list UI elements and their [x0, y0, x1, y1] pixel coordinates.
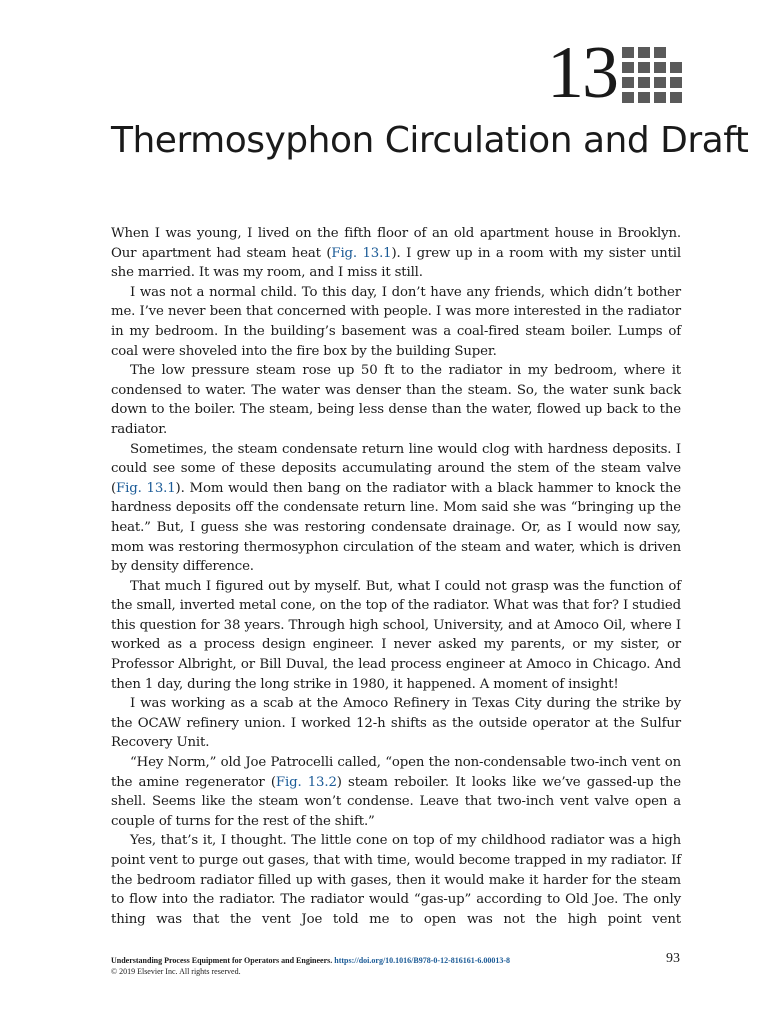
body-paragraph: [111, 753, 681, 831]
footer-citation-line: [111, 955, 681, 966]
body-paragraph: [111, 440, 681, 577]
paragraph-text: The low pressure steam rose up 50 ft to the radiator in my bedroom, where it condensed to water. The water was denser than the steam. So, the water sunk back down to the boiler. The steam, being less dense than the water, flowed up back to the radiator.: [111, 363, 681, 437]
figure-reference-link[interactable]: Fig. 13.1: [116, 480, 176, 496]
body-paragraph: [111, 361, 681, 439]
paragraph-text: ). Mom would then bang on the radiator with a black hammer to knock the hardness deposits off the condensate return line. Mom said she was “bringing up the heat.” But, I guess she was restoring condensate drainage. Or, as I would now say, mom was restoring thermosyphon circulation of the steam and water, which is driven by density difference.: [111, 480, 682, 575]
paragraph-text: “Hey Norm,” old Joe Patrocelli called, “open the non-condensable two-inch vent on the amine regenerator (: [111, 755, 681, 790]
page-number: 93: [666, 951, 680, 966]
chapter-number: 13: [547, 32, 617, 114]
paragraph-text: Yes, that’s it, I thought. The little cone on top of my childhood radiator was a high point vent to purge out gases, that with time, would become trapped in my radiator. If the bedroom radiator filled up with gases, then it would make it harder for the steam to flow into the radiator. The radiator would “gas-up” according to Old Joe. The only thing was that the vent Joe told me to open was not the high point vent: [111, 833, 681, 927]
body-paragraph: [111, 694, 681, 753]
paragraph-text: ). I grew up in a room with my sister until she married. It was my room, and I miss it still.: [111, 245, 681, 281]
page-footer: [111, 955, 681, 977]
paragraph-text: ) steam reboiler. It looks like we’ve gassed-up the shell. Seems like the steam won’t condense. Leave that two-inch vent valve open a couple of turns for the rest of the shift.”: [111, 774, 681, 829]
paragraph-text: When I was young, I lived on the fifth floor of an old apartment house in Brooklyn. Our apartment had steam heat (: [111, 226, 681, 261]
paragraph-text: I was not a normal child. To this day, I don’t have any friends, which didn’t bother me. I’ve never been that concerned with people. I was more interested in the radiator in my bedroom. In the building’s basement was a coal-fired steam boiler. Lumps of coal were shoveled into the fire box by the building Super.: [111, 284, 681, 359]
body-paragraph: [111, 224, 681, 283]
body-paragraph: [111, 577, 681, 695]
footer-copyright: © 2019 Elsevier Inc. All rights reserved.: [111, 967, 241, 976]
figure-reference-link[interactable]: Fig. 13.2: [275, 774, 337, 790]
paragraph-text: I was working as a scab at the Amoco Refinery in Texas City during the strike by the OCAW refinery union. I worked 12-h shifts as the outside operator at the Sulfur Recovery Unit.: [111, 696, 681, 751]
paragraph-text: That much I figured out by myself. But, what I could not grasp was the function of the small, inverted metal cone, on the top of the radiator. What was that for? I studied this question for 38 years. Through high school, University, and at Amoco Oil, where I worked as a process design engineer. I never asked my parents, or my sister, or Professor Albright, or Bill Duval, the lead process engineer at Amoco in Chicago. And then 1 day, during the long strike in 1980, it happened. A moment of insight!: [111, 578, 681, 692]
footer-doi-link[interactable]: https://doi.org/10.1016/B978-0-12-816161-6.00013-8: [334, 956, 511, 965]
chapter-decoration-grid-icon: [622, 47, 682, 103]
body-paragraph: [111, 831, 681, 929]
body-paragraph: [111, 283, 681, 361]
chapter-body-text: [111, 224, 681, 929]
chapter-title: Thermosyphon Circulation and Draft: [111, 120, 749, 161]
figure-reference-link[interactable]: Fig. 13.1: [331, 245, 392, 261]
footer-book-title: Understanding Process Equipment for Operators and Engineers.: [111, 956, 333, 965]
paragraph-text: Sometimes, the steam condensate return line would clog with hardness deposits. I could see some of these deposits accumulating around the stem of the steam valve (: [111, 441, 681, 496]
